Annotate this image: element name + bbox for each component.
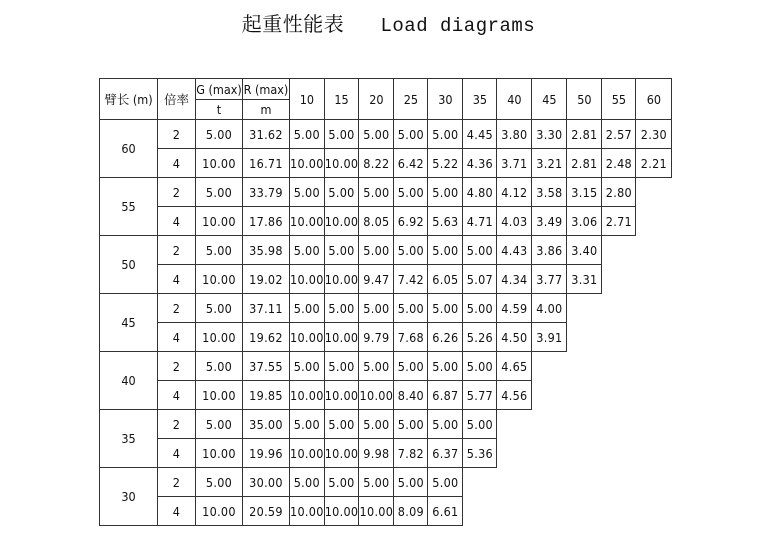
r-max-cell: 19.85 (243, 381, 290, 410)
header-radius: 35 (463, 79, 497, 120)
load-cell: 4.34 (497, 265, 532, 294)
g-max-cell: 10.00 (196, 265, 243, 294)
table-row (100, 178, 672, 207)
load-cell: 5.00 (394, 410, 428, 439)
load-cell: 10.00 (290, 497, 325, 526)
empty-cell (636, 207, 672, 236)
load-cell: 5.00 (359, 294, 394, 323)
boom-length-cell: 55 (100, 178, 158, 236)
table-header (100, 79, 672, 120)
table-row (100, 439, 672, 468)
table-row (100, 323, 672, 352)
load-cell: 2.48 (602, 149, 636, 178)
load-cell: 3.77 (532, 265, 567, 294)
empty-cell (497, 439, 532, 468)
load-cell: 3.40 (567, 236, 602, 265)
boom-length-cell: 40 (100, 352, 158, 410)
empty-cell (497, 468, 532, 497)
table-row (100, 120, 672, 149)
header-radius: 25 (394, 79, 428, 120)
load-cell: 4.65 (497, 352, 532, 381)
boom-length-cell: 50 (100, 236, 158, 294)
load-cell: 2.30 (636, 120, 672, 149)
table-row (100, 381, 672, 410)
load-cell: 9.98 (359, 439, 394, 468)
reeving-cell: 2 (158, 294, 196, 323)
load-cell: 3.91 (532, 323, 567, 352)
load-cell: 5.00 (359, 352, 394, 381)
empty-cell (602, 410, 636, 439)
load-cell: 5.00 (290, 236, 325, 265)
header-radius: 55 (602, 79, 636, 120)
load-cell: 5.00 (359, 468, 394, 497)
load-cell: 4.50 (497, 323, 532, 352)
r-max-cell: 35.98 (243, 236, 290, 265)
empty-cell (602, 381, 636, 410)
load-cell: 5.00 (290, 468, 325, 497)
table-row (100, 410, 672, 439)
table-row (100, 236, 672, 265)
header-g-unit: t (196, 100, 243, 120)
load-cell: 3.06 (567, 207, 602, 236)
empty-cell (636, 381, 672, 410)
empty-cell (636, 439, 672, 468)
r-max-cell: 20.59 (243, 497, 290, 526)
load-cell: 5.07 (463, 265, 497, 294)
empty-cell (636, 352, 672, 381)
empty-cell (636, 294, 672, 323)
load-cell: 5.00 (359, 178, 394, 207)
load-cell: 5.00 (463, 294, 497, 323)
load-cell: 3.21 (532, 149, 567, 178)
load-cell: 10.00 (290, 439, 325, 468)
load-cell: 8.05 (359, 207, 394, 236)
empty-cell (567, 352, 602, 381)
load-diagram-table (99, 78, 672, 526)
r-max-cell: 16.71 (243, 149, 290, 178)
reeving-cell: 2 (158, 410, 196, 439)
empty-cell (497, 497, 532, 526)
load-cell: 5.00 (463, 410, 497, 439)
load-cell: 10.00 (290, 323, 325, 352)
r-max-cell: 30.00 (243, 468, 290, 497)
reeving-cell: 4 (158, 497, 196, 526)
load-cell: 3.58 (532, 178, 567, 207)
reeving-cell: 2 (158, 120, 196, 149)
load-cell: 2.57 (602, 120, 636, 149)
load-cell: 5.00 (324, 294, 359, 323)
table-row (100, 207, 672, 236)
empty-cell (636, 468, 672, 497)
load-cell: 10.00 (359, 497, 394, 526)
load-cell: 3.30 (532, 120, 567, 149)
load-cell: 3.80 (497, 120, 532, 149)
load-cell: 5.00 (324, 236, 359, 265)
load-cell: 6.26 (428, 323, 463, 352)
empty-cell (602, 236, 636, 265)
empty-cell (567, 323, 602, 352)
g-max-cell: 5.00 (196, 236, 243, 265)
load-cell: 5.00 (394, 294, 428, 323)
boom-length-cell: 30 (100, 468, 158, 526)
header-radius: 15 (324, 79, 359, 120)
header-radius: 30 (428, 79, 463, 120)
header-r-unit: m (243, 100, 290, 120)
load-cell: 5.00 (428, 410, 463, 439)
load-cell: 9.47 (359, 265, 394, 294)
page-title (0, 8, 777, 37)
header-radius: 40 (497, 79, 532, 120)
reeving-cell: 4 (158, 207, 196, 236)
empty-cell (636, 236, 672, 265)
load-cell: 10.00 (290, 149, 325, 178)
load-cell: 5.00 (324, 352, 359, 381)
load-cell: 4.71 (463, 207, 497, 236)
g-max-cell: 5.00 (196, 352, 243, 381)
title-english: Load diagrams (380, 15, 536, 37)
header-radius: 20 (359, 79, 394, 120)
load-cell: 3.71 (497, 149, 532, 178)
load-cell: 4.12 (497, 178, 532, 207)
r-max-cell: 19.02 (243, 265, 290, 294)
r-max-cell: 35.00 (243, 410, 290, 439)
g-max-cell: 5.00 (196, 120, 243, 149)
load-cell: 2.81 (567, 120, 602, 149)
table-row (100, 352, 672, 381)
r-max-cell: 37.11 (243, 294, 290, 323)
table-row (100, 149, 672, 178)
load-cell: 3.49 (532, 207, 567, 236)
load-cell: 5.63 (428, 207, 463, 236)
load-cell: 4.03 (497, 207, 532, 236)
table-row (100, 294, 672, 323)
reeving-cell: 4 (158, 149, 196, 178)
load-cell: 5.77 (463, 381, 497, 410)
table-row (100, 468, 672, 497)
load-cell: 3.31 (567, 265, 602, 294)
load-cell: 4.00 (532, 294, 567, 323)
load-cell: 5.00 (324, 410, 359, 439)
g-max-cell: 10.00 (196, 381, 243, 410)
load-cell: 2.21 (636, 149, 672, 178)
load-cell: 5.00 (290, 410, 325, 439)
header-r-max: R (max) (243, 79, 290, 100)
empty-cell (602, 265, 636, 294)
reeving-cell: 2 (158, 178, 196, 207)
load-cell: 5.22 (428, 149, 463, 178)
reeving-cell: 2 (158, 236, 196, 265)
boom-length-cell: 35 (100, 410, 158, 468)
g-max-cell: 5.00 (196, 410, 243, 439)
g-max-cell: 10.00 (196, 497, 243, 526)
load-cell: 10.00 (290, 207, 325, 236)
empty-cell (567, 439, 602, 468)
header-radius: 60 (636, 79, 672, 120)
load-cell: 5.00 (428, 352, 463, 381)
load-cell: 5.00 (394, 352, 428, 381)
load-cell: 7.42 (394, 265, 428, 294)
header-radius: 10 (290, 79, 325, 120)
empty-cell (636, 323, 672, 352)
empty-cell (463, 497, 497, 526)
load-cell: 8.22 (359, 149, 394, 178)
load-cell: 6.87 (428, 381, 463, 410)
r-max-cell: 31.62 (243, 120, 290, 149)
header-g-max: G (max) (196, 79, 243, 100)
empty-cell (636, 497, 672, 526)
load-cell: 10.00 (324, 439, 359, 468)
load-cell: 10.00 (290, 265, 325, 294)
load-cell: 3.15 (567, 178, 602, 207)
load-cell: 10.00 (324, 207, 359, 236)
load-cell: 4.45 (463, 120, 497, 149)
empty-cell (532, 410, 567, 439)
reeving-cell: 4 (158, 323, 196, 352)
load-cell: 5.00 (359, 236, 394, 265)
r-max-cell: 19.62 (243, 323, 290, 352)
load-cell: 5.00 (324, 468, 359, 497)
g-max-cell: 5.00 (196, 178, 243, 207)
load-cell: 5.00 (428, 294, 463, 323)
load-cell: 4.56 (497, 381, 532, 410)
g-max-cell: 5.00 (196, 468, 243, 497)
table-row (100, 265, 672, 294)
reeving-cell: 4 (158, 265, 196, 294)
load-cell: 5.00 (428, 120, 463, 149)
load-cell: 10.00 (324, 323, 359, 352)
load-cell: 5.00 (290, 120, 325, 149)
reeving-cell: 2 (158, 468, 196, 497)
empty-cell (636, 178, 672, 207)
load-cell: 5.00 (394, 120, 428, 149)
load-cell: 5.00 (428, 468, 463, 497)
load-cell: 2.81 (567, 149, 602, 178)
g-max-cell: 10.00 (196, 323, 243, 352)
empty-cell (532, 381, 567, 410)
load-cell: 5.00 (324, 120, 359, 149)
load-cell: 5.00 (359, 410, 394, 439)
load-cell: 5.00 (428, 236, 463, 265)
table-body (100, 120, 672, 526)
reeving-cell: 4 (158, 439, 196, 468)
empty-cell (567, 294, 602, 323)
g-max-cell: 5.00 (196, 294, 243, 323)
empty-cell (567, 468, 602, 497)
load-cell: 7.82 (394, 439, 428, 468)
empty-cell (532, 352, 567, 381)
reeving-cell: 4 (158, 381, 196, 410)
load-cell: 5.00 (394, 178, 428, 207)
empty-cell (602, 468, 636, 497)
title-chinese: 起重性能表 (241, 12, 345, 36)
load-cell: 5.00 (359, 120, 394, 149)
empty-cell (636, 265, 672, 294)
boom-length-cell: 60 (100, 120, 158, 178)
load-cell: 10.00 (324, 265, 359, 294)
empty-cell (602, 352, 636, 381)
load-cell: 5.00 (290, 294, 325, 323)
load-cell: 5.26 (463, 323, 497, 352)
load-cell: 10.00 (324, 381, 359, 410)
g-max-cell: 10.00 (196, 439, 243, 468)
header-boom-length: 臂长 (m) (100, 79, 158, 120)
load-cell: 10.00 (324, 497, 359, 526)
load-cell: 6.61 (428, 497, 463, 526)
empty-cell (602, 497, 636, 526)
load-cell: 3.86 (532, 236, 567, 265)
load-cell: 2.71 (602, 207, 636, 236)
load-cell: 2.80 (602, 178, 636, 207)
load-cell: 5.00 (324, 178, 359, 207)
load-cell: 10.00 (290, 381, 325, 410)
load-cell: 10.00 (359, 381, 394, 410)
empty-cell (567, 381, 602, 410)
header-radius: 50 (567, 79, 602, 120)
empty-cell (567, 410, 602, 439)
load-cell: 6.37 (428, 439, 463, 468)
load-cell: 6.05 (428, 265, 463, 294)
load-cell: 5.00 (394, 236, 428, 265)
empty-cell (532, 439, 567, 468)
load-cell: 5.00 (394, 468, 428, 497)
header-reeving: 倍率 (158, 79, 196, 120)
empty-cell (636, 410, 672, 439)
load-cell: 5.00 (463, 236, 497, 265)
table-row (100, 497, 672, 526)
r-max-cell: 33.79 (243, 178, 290, 207)
empty-cell (602, 294, 636, 323)
r-max-cell: 19.96 (243, 439, 290, 468)
load-cell: 10.00 (324, 149, 359, 178)
load-cell: 5.00 (290, 352, 325, 381)
load-cell: 4.59 (497, 294, 532, 323)
load-cell: 4.80 (463, 178, 497, 207)
load-cell: 4.36 (463, 149, 497, 178)
header-radius: 45 (532, 79, 567, 120)
r-max-cell: 37.55 (243, 352, 290, 381)
empty-cell (602, 323, 636, 352)
load-cell: 5.00 (463, 352, 497, 381)
load-cell: 8.40 (394, 381, 428, 410)
g-max-cell: 10.00 (196, 207, 243, 236)
load-cell: 9.79 (359, 323, 394, 352)
load-cell: 7.68 (394, 323, 428, 352)
empty-cell (532, 497, 567, 526)
empty-cell (567, 497, 602, 526)
empty-cell (463, 468, 497, 497)
load-cell: 5.36 (463, 439, 497, 468)
empty-cell (602, 439, 636, 468)
reeving-cell: 2 (158, 352, 196, 381)
load-cell: 5.00 (290, 178, 325, 207)
g-max-cell: 10.00 (196, 149, 243, 178)
r-max-cell: 17.86 (243, 207, 290, 236)
load-cell: 6.42 (394, 149, 428, 178)
boom-length-cell: 45 (100, 294, 158, 352)
load-cell: 6.92 (394, 207, 428, 236)
load-cell: 4.43 (497, 236, 532, 265)
load-cell: 5.00 (428, 178, 463, 207)
empty-cell (497, 410, 532, 439)
empty-cell (532, 468, 567, 497)
load-cell: 8.09 (394, 497, 428, 526)
